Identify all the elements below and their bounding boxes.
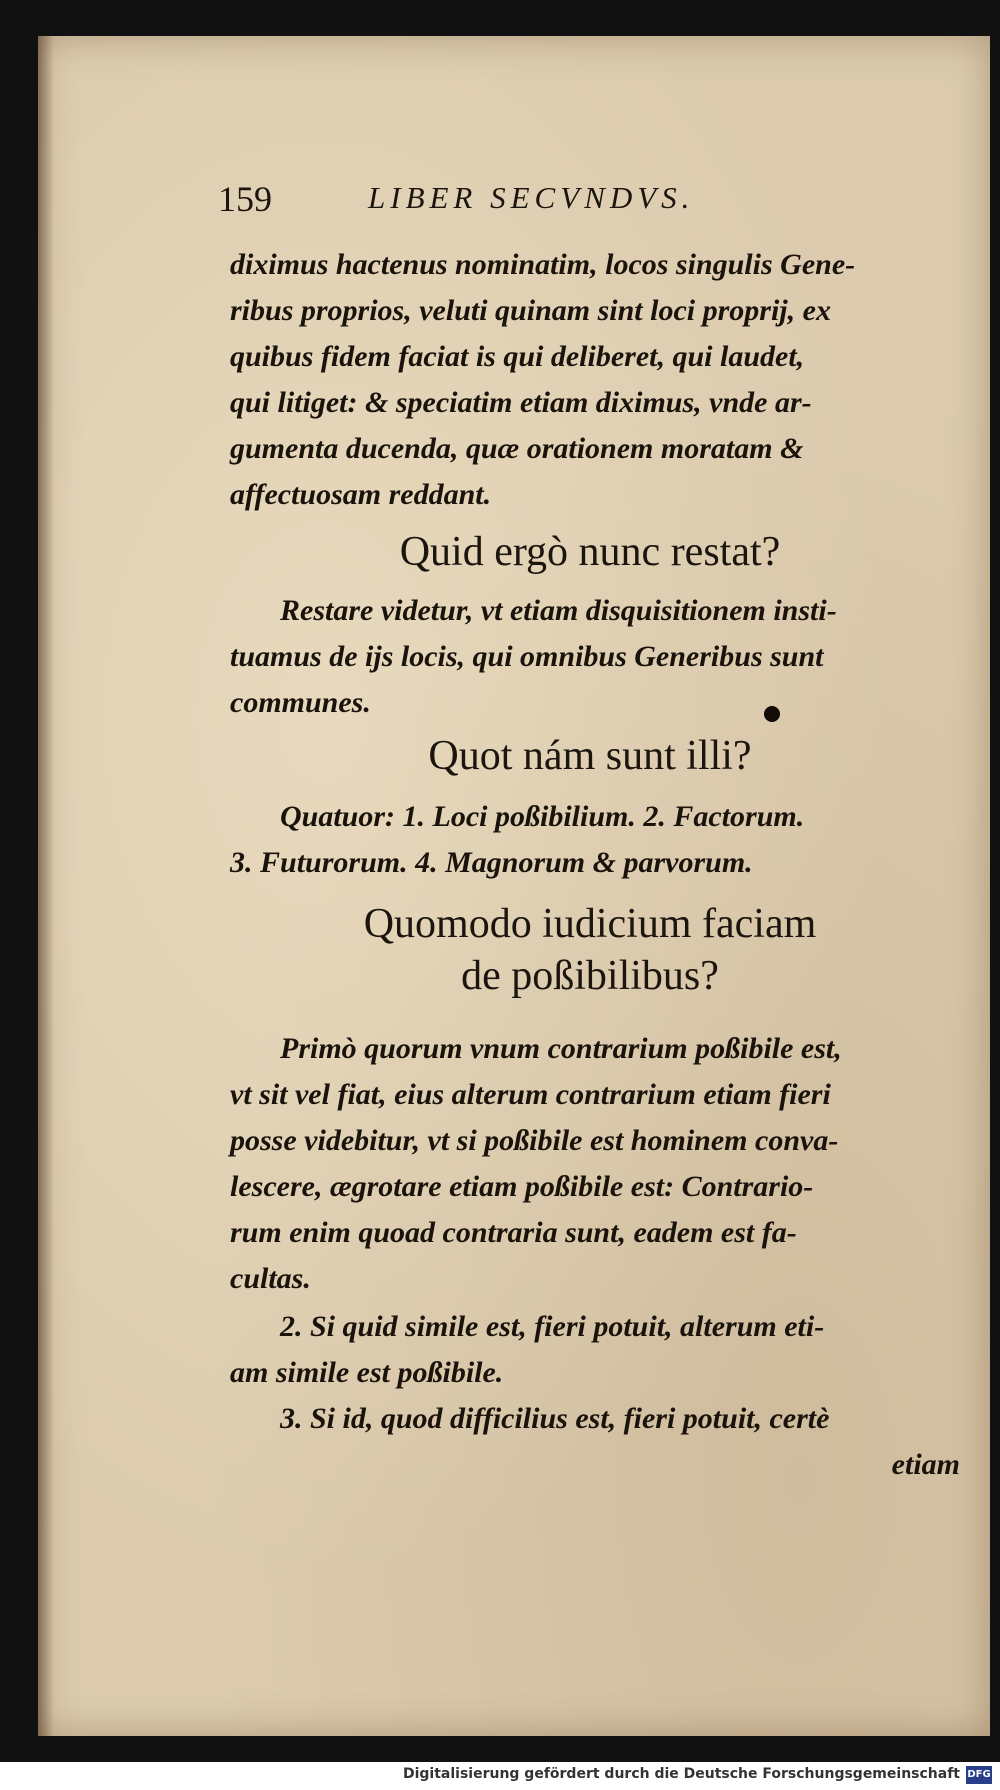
catchword: etiam [891, 1448, 960, 1481]
dfg-logo: DFG [966, 1766, 992, 1784]
page-header [218, 178, 918, 228]
text-line: communes. [230, 686, 371, 719]
text-line: rum enim quoad contraria sunt, eadem est fa- [230, 1216, 797, 1249]
answer-paragraph [230, 588, 960, 726]
footer-credit: Digitalisierung gefördert durch die Deutsche Forschungsgemeinschaft [402, 1766, 960, 1782]
numbered-point [230, 1396, 960, 1488]
question-text: Quot nám sunt illi? [428, 733, 752, 779]
numbered-point [230, 1304, 960, 1396]
text-line: 3. Futurorum. 4. Magnorum & parvorum. [230, 846, 753, 879]
text-line: am simile est poßibile. [230, 1356, 504, 1389]
digitization-footer [0, 1762, 1000, 1790]
text-line: Primò quorum vnum contrarium poßibile est, [280, 1032, 842, 1065]
text-line: cultas. [230, 1262, 311, 1295]
text-line: Restare videtur, vt etiam disquisitionem insti- [280, 594, 837, 627]
question-heading [230, 898, 950, 1002]
running-title: LIBER SECVNDVS. [368, 180, 695, 215]
page-number: 159 [218, 179, 272, 219]
text-line: Quatuor: 1. Loci poßibilium. 2. Factorum. [280, 800, 805, 833]
text-line: gumenta ducenda, quæ orationem moratam & [230, 432, 804, 465]
text-line: qui litiget: & speciatim etiam diximus, vnde ar- [230, 386, 812, 419]
text-line: lescere, ægrotare etiam poßibile est: Contrario- [230, 1170, 814, 1203]
text-line: vt sit vel fiat, eius alterum contrarium etiam fieri [230, 1078, 831, 1111]
intro-paragraph [230, 242, 960, 518]
text-line: tuamus de ijs locis, qui omnibus Generibus sunt [230, 640, 824, 673]
answer-paragraph [230, 794, 960, 886]
question-text: Quid ergò nunc restat? [399, 529, 781, 575]
question-text: de poßibilibus? [461, 953, 719, 999]
text-line: 2. Si quid simile est, fieri potuit, alterum eti- [280, 1310, 825, 1343]
text-line: affectuosam reddant. [230, 478, 492, 511]
ink-blot [764, 706, 780, 722]
page-binding-shadow [38, 36, 54, 1736]
question-text: Quomodo iudicium faciam [363, 901, 817, 947]
question-heading [230, 730, 950, 782]
text-line: 3. Si id, quod difficilius est, fieri potuit, certè [280, 1402, 830, 1435]
answer-paragraph [230, 1026, 960, 1302]
question-heading [230, 526, 950, 578]
text-line: posse videbitur, vt si poßibile est hominem conva- [230, 1124, 839, 1157]
text-line: quibus fidem faciat is qui deliberet, qui laudet, [230, 340, 805, 373]
text-line: diximus hactenus nominatim, locos singulis Gene- [230, 248, 856, 281]
text-line: ribus proprios, veluti quinam sint loci proprij, ex [230, 294, 831, 327]
